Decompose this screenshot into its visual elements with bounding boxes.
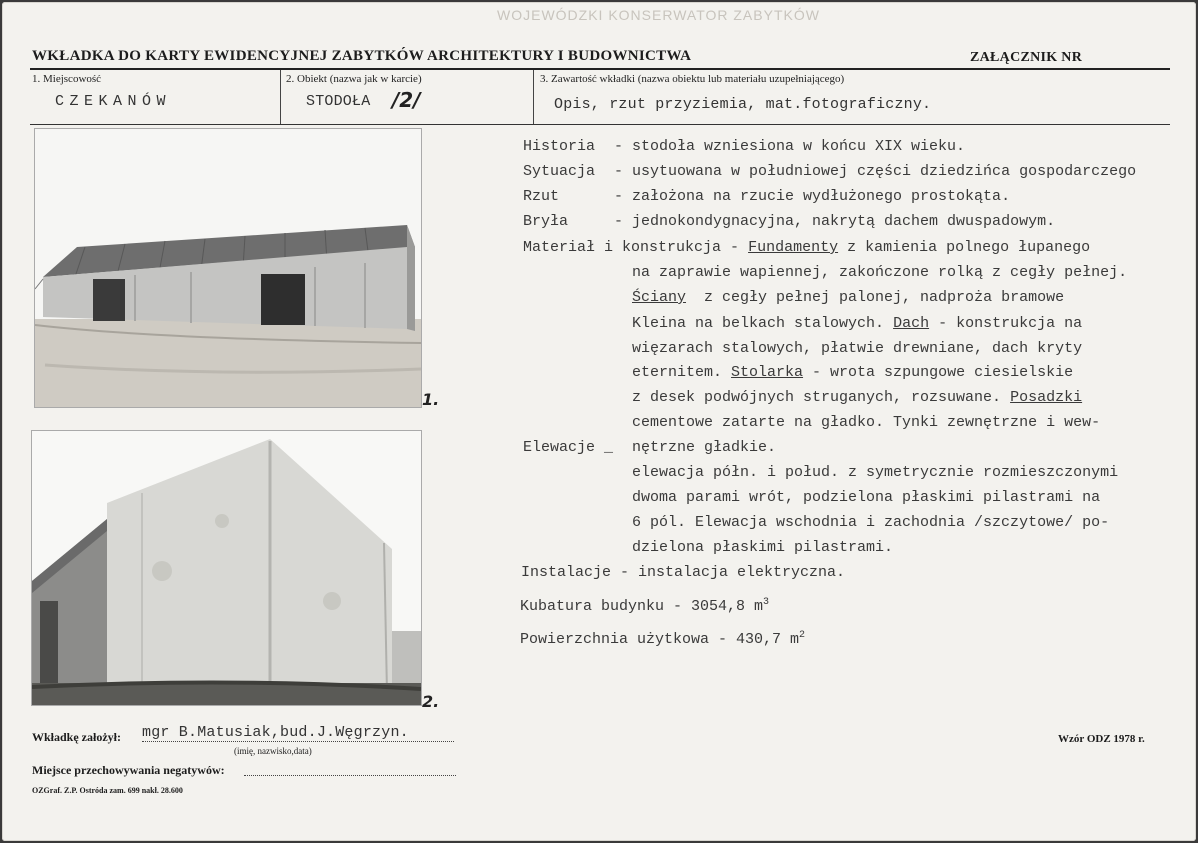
kubatura-line [520,597,769,615]
sciany-text-2: Kleina na belkach stalowych. [632,315,885,332]
elewacje-text-5: dzielona płaskimi pilastrami. [632,539,894,556]
barn-gable-elevation-photo [31,430,422,706]
stolarka-text-1: - wrota szpungowe ciesielskie [803,364,1074,381]
object-number: /2/ [392,88,421,112]
rzut-text: - założona na rzucie wydłużonego prostokąta. [614,188,1011,205]
elewacje-label: Elewacje _ [523,439,614,456]
stolarka-text-2: z desek podwójnych struganych, rozsuwane. [632,389,1002,406]
elewacje-text-1: nętrzne gładkie. [632,439,777,456]
fields-rule [30,124,1170,125]
negatives-field [244,762,456,776]
rzut-label: Rzut [523,188,560,205]
kubatura-unit-exponent: 3 [763,597,770,608]
place-label: 1. Miejscowość [32,73,102,85]
sciany-text-1: z cegły pełnej palonej, nadproża bramowe [686,289,1065,306]
material-line [523,239,1090,256]
elewacje-text-2: elewacja półn. i połud. z symetrycznie rozmieszczonymi [632,464,1119,481]
fundamenty-text-2: na zaprawie wapiennej, zakończone rolką z cegły pełnej. [632,264,1128,281]
dach-label: Dach [893,315,930,332]
sciany-label: Ściany [632,289,687,306]
negatives-label: Miejsce przechowywania negatywów: [32,763,225,777]
fundamenty-label: Fundamenty [748,239,839,256]
historia-label: Historia [523,138,596,155]
powierzchnia-text: Powierzchnia użytkowa - 430,7 m [520,631,800,648]
powierzchnia-unit-exponent: 2 [799,630,806,641]
bryla-text: - jednokondygnacyjna, nakrytą dachem dwuspadowym. [614,213,1056,230]
historia-text: - stodoła wzniesiona w końcu XIX wieku. [614,138,966,155]
field-divider-1 [280,70,281,124]
bryla-label: Bryła [523,213,569,230]
dach-text-2: więzarach stalowych, płatwie drewniane, dach kryty [632,340,1083,357]
fundamenty-text-1: z kamienia polnego łupanego [838,239,1091,256]
content-label: 3. Zawartość wkładki (nazwa obiektu lub materiału uzupełniającego) [540,73,845,85]
model-label: Wzór ODZ 1978 r. [1058,733,1145,745]
annex-label: ZAŁĄCZNIK NR [970,50,1083,65]
dach-stolarka-line [632,364,1073,381]
photo-2-number: 2. [422,692,440,711]
kubatura-text: Kubatura budynku - 3054,8 m [520,598,764,615]
made-by-hint: (imię, nazwisko,data) [234,746,312,756]
inventory-card [2,2,1196,841]
stolarka-posadzki-line [632,389,1082,406]
object-label: 2. Obiekt (nazwa jak w karcie) [286,73,422,85]
dach-text-1: - konstrukcja na [929,315,1083,332]
faded-stamp: WOJEWÓDZKI KONSERWATOR ZABYTKÓW [497,7,820,23]
material-label: Materiał i konstrukcja - [523,239,740,256]
printer-info: OZGraf. Z.P. Ostróda zam. 699 nakł. 28.600 [32,786,183,795]
content-value: Opis, rzut przyziemia, mat.fotograficzny. [554,96,932,113]
made-by-label: Wkładkę założył: [32,730,121,744]
posadzki-text: cementowe zatarte na gładko. Tynki zewnętrzne i wew- [632,414,1101,431]
sytuacja-label: Sytuacja [523,163,596,180]
elewacje-text-3: dwoma parami wrót, podzielona płaskimi pilastrami na [632,489,1101,506]
header-rule [30,68,1170,70]
posadzki-label: Posadzki [1010,389,1083,406]
card-title: WKŁADKA DO KARTY EWIDENCYJNEJ ZABYTKÓW ARCHITEKTURY I BUDOWNICTWA [32,48,692,64]
barn-long-elevation-photo [34,128,422,408]
sciany-dach-line [632,315,1082,332]
powierzchnia-line [520,630,805,648]
place-value: CZEKANÓW [55,93,172,110]
sytuacja-text: - usytuowana w południowej części dziedzińca gospodarczego [614,163,1137,180]
sciany-line [632,289,1064,306]
stolarka-label: Stolarka [731,364,804,381]
photo-1-number: 1. [422,390,440,409]
object-value: STODOŁA [306,93,371,110]
elewacje-text-4: 6 pól. Elewacja wschodnia i zachodnia /szczytowe/ po- [632,514,1110,531]
instalacje-text: Instalacje - instalacja elektryczna. [521,564,846,581]
field-divider-2 [533,70,534,124]
dach-text-3: eternitem. [632,364,723,381]
made-by-value: mgr B.Matusiak,bud.J.Węgrzyn. [142,724,454,742]
